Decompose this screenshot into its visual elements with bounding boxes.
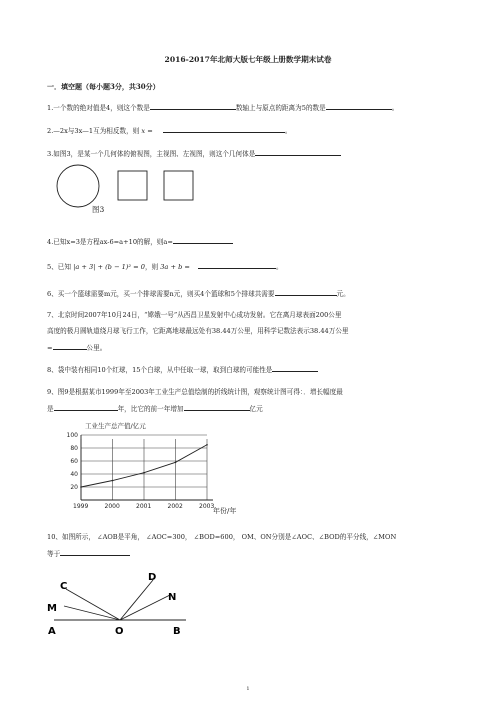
question-7-line-1: 7、北京时间2007年10月24日，“嫦娥一号”从西昌卫星发射中心成功发射。它在离月球表面200公里 bbox=[47, 311, 342, 319]
chart-tick-labels bbox=[67, 432, 215, 510]
q5-text-a: 5、已知 bbox=[47, 263, 71, 271]
side-view-square bbox=[164, 171, 193, 200]
question-9-line-1: 9、图9是根据某市1999年至2003年工业生产总值绘制的折线统计图，观察统计图可得：．增长幅度最 bbox=[47, 388, 343, 396]
question-9-line-2 bbox=[47, 403, 263, 414]
top-view-circle bbox=[57, 165, 99, 207]
point-label-A: A bbox=[48, 626, 56, 637]
q1-text-a: 1.一个数的绝对值是4，则这个数是 bbox=[47, 104, 150, 112]
page-number: 1 bbox=[246, 686, 250, 692]
q4-blank[interactable] bbox=[173, 236, 233, 244]
y-tick-label: 40 bbox=[70, 471, 78, 478]
data-point bbox=[175, 462, 177, 464]
question-6 bbox=[47, 288, 350, 299]
point-label-M: M bbox=[47, 603, 57, 614]
page-title: 2016-2017年北师大版七年级上册数学期末试卷 bbox=[164, 55, 332, 64]
q5-end: 。 bbox=[276, 263, 283, 271]
y-tick-label: 80 bbox=[70, 445, 78, 452]
q7-eq: = bbox=[47, 344, 53, 352]
question-1 bbox=[47, 102, 398, 113]
q1-blank-2[interactable] bbox=[326, 102, 392, 110]
q10-blank[interactable] bbox=[60, 548, 130, 556]
q2-math: x = bbox=[141, 127, 153, 135]
question-10-line-2 bbox=[47, 548, 130, 559]
q2-text: 2.—2x与3x—1互为相反数，则 bbox=[47, 127, 140, 135]
front-view-square bbox=[118, 171, 147, 200]
x-tick-label: 2002 bbox=[167, 503, 183, 510]
q9-text-a: 是 bbox=[47, 405, 54, 413]
point-label-C: C bbox=[60, 581, 68, 592]
question-2 bbox=[47, 125, 291, 136]
point-label-N: N bbox=[168, 592, 177, 603]
question-7-line-2: 高度的极月圆轨道绕月球飞行工作，它距离地球最远处有38.44万公里，用科学记数法表示38.44万公里 bbox=[47, 327, 349, 335]
q1-text-b: 数轴上与原点的距离为5的数是 bbox=[235, 104, 326, 112]
chart-xlabel: 年份/年 bbox=[213, 507, 237, 515]
point-label-B: B bbox=[173, 626, 181, 637]
q9-blank-2[interactable] bbox=[184, 403, 250, 411]
section-heading: 一．填空题（每小题3分，共30分） bbox=[47, 82, 160, 91]
question-10-line-1: 10、如图所示， ∠AOB是平角， ∠AOC=300， ∠BOD=600， OM、ON分别是∠AOC、∠BOD的平分线，∠MON bbox=[47, 533, 397, 541]
question-4 bbox=[47, 236, 233, 247]
y-tick-label: 60 bbox=[70, 458, 78, 465]
q2-end: 。 bbox=[284, 127, 292, 135]
q1-end: 。 bbox=[391, 104, 399, 112]
data-point bbox=[112, 480, 114, 482]
question-3 bbox=[47, 148, 341, 159]
figure-3-label: 图3 bbox=[92, 205, 105, 214]
q6-end: 元。 bbox=[336, 290, 350, 298]
x-tick-label: 2000 bbox=[104, 503, 120, 510]
ray-ON bbox=[120, 595, 170, 620]
angle-figure bbox=[40, 568, 200, 638]
q3-text: 3.如图3，是某一个几何体的俯视图，主视图、左视图，则这个几何体是 bbox=[47, 150, 256, 158]
q10-text: 等于 bbox=[47, 550, 61, 558]
point-label-O: O bbox=[115, 626, 124, 637]
data-point bbox=[80, 486, 82, 488]
q6-text: 6、买一个篮球需要m元，买一个排球需要n元，则买4个篮球和5个排球共需要 bbox=[47, 290, 275, 298]
x-tick-label: 2001 bbox=[136, 503, 152, 510]
y-tick-label: 20 bbox=[70, 484, 78, 491]
line-chart bbox=[55, 420, 255, 516]
q3-blank[interactable] bbox=[255, 148, 341, 156]
q9-text-b: 年，比它的前一年增加 bbox=[117, 405, 184, 413]
data-point bbox=[143, 472, 145, 474]
point-label-D: D bbox=[148, 572, 157, 583]
q5-math-b: 3a + b = bbox=[160, 263, 190, 271]
q8-blank[interactable] bbox=[272, 364, 318, 372]
q8-text: 8、袋中装有相同10个红球，15个白球，从中任取一球，取到白球的可能性是 bbox=[47, 366, 273, 374]
chart-grid bbox=[81, 435, 213, 500]
x-tick-label: 1999 bbox=[73, 503, 89, 510]
question-5 bbox=[47, 261, 283, 272]
q6-blank[interactable] bbox=[275, 288, 337, 296]
q5-text-b: ，则 bbox=[144, 263, 159, 271]
x-tick-label: 2003 bbox=[199, 503, 215, 510]
question-7-line-3 bbox=[47, 342, 106, 353]
q7-blank[interactable] bbox=[53, 342, 87, 350]
chart-title: 工业生产总产值/亿元 bbox=[85, 422, 146, 430]
q9-blank-1[interactable] bbox=[54, 403, 118, 411]
q9-text-c: 亿元 bbox=[249, 405, 263, 413]
data-point bbox=[206, 444, 208, 446]
y-tick-label: 100 bbox=[66, 432, 78, 439]
question-8 bbox=[47, 364, 318, 375]
q2-blank[interactable] bbox=[163, 125, 285, 133]
ray-OD bbox=[120, 580, 153, 620]
q7-end: 公里。 bbox=[86, 344, 107, 352]
ray-OC bbox=[66, 589, 120, 620]
q5-math-a: |a + 3| + (b − 1)² = 0 bbox=[73, 263, 145, 271]
q1-blank-1[interactable] bbox=[150, 102, 236, 110]
ray-OM bbox=[64, 606, 120, 620]
figure-3-views bbox=[50, 164, 230, 220]
q5-blank[interactable] bbox=[198, 261, 276, 269]
q4-text: 4.已知x=3是方程ax-6=a+10的解，则a= bbox=[47, 238, 173, 246]
